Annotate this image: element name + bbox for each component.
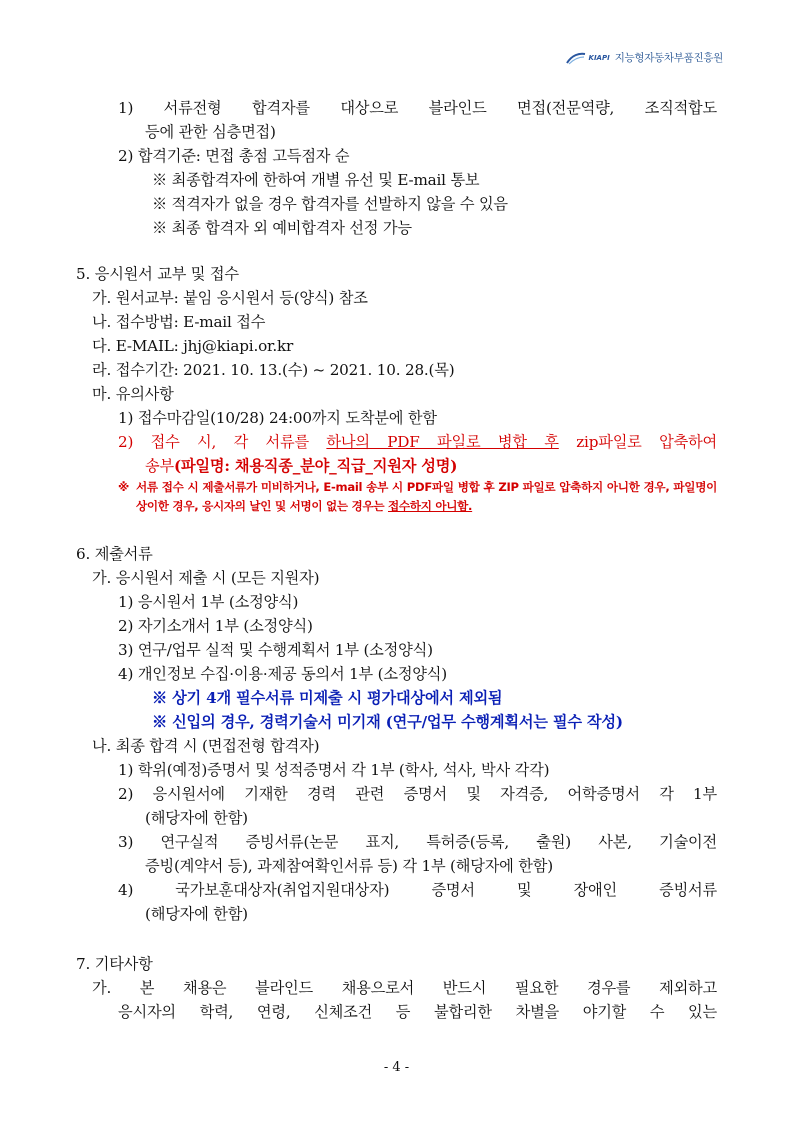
section-5-title: 5. 응시원서 교부 및 접수 — [76, 265, 239, 283]
doc-research-proof: 3) 연구실적 증빙서류(논문 표지, 특허증(등록, 출원) 사본, 기술이전 — [118, 833, 717, 851]
note-no-qualified: ※ 적격자가 없을 경우 합격자를 선발하지 않을 수 있음 — [152, 195, 508, 213]
item-file-merge-cont: 송부(파일명: 채용직종_분야_직급_지원자 성명) — [145, 457, 458, 475]
doc-career-cert: 2) 응시원서에 기재한 경력 관련 증명서 및 자격증, 어학증명서 각 1부 — [118, 785, 717, 803]
item-deadline: 1) 접수마감일(10/28) 24:00까지 도착분에 한함 — [118, 409, 437, 427]
org-name: 지능형자동차부품진흥원 — [614, 52, 723, 64]
item-submission-method: 나. 접수방법: E-mail 접수 — [92, 313, 266, 331]
item-notes: 마. 유의사항 — [92, 385, 174, 403]
item-email: 다. E-MAIL: jhj@kiapi.or.kr — [92, 337, 294, 355]
note-final-notify: ※ 최종합격자에 한하여 개별 유선 및 E-mail 통보 — [152, 171, 480, 189]
note-reserve: ※ 최종 합격자 외 예비합격자 선정 가능 — [152, 219, 412, 237]
warning-mark: ※ — [118, 480, 129, 494]
item-final-docs: 나. 최종 합격 시 (면접전형 합격자) — [92, 737, 320, 755]
item-period: 라. 접수기간: 2021. 10. 13.(수) ~ 2021. 10. 28.(목) — [92, 361, 455, 379]
note-new-hire: ※ 신입의 경우, 경력기술서 미기재 (연구/업무 수행계획서는 필수 작성) — [152, 713, 623, 731]
doc-veteran-cert: 4) 국가보훈대상자(취업지원대상자) 증명서 및 장애인 증빙서류 — [118, 881, 717, 899]
doc-privacy-consent: 4) 개인정보 수집·이용·제공 동의서 1부 (소정양식) — [118, 665, 447, 683]
item-file-merge: 2) 접수 시, 각 서류를 하나의 PDF 파일로 병합 후 zip파일로 압축하여 — [118, 433, 717, 451]
paragraph-interview-1-cont: 등에 관한 심층면접) — [145, 123, 276, 141]
doc-self-intro: 2) 자기소개서 1부 (소정양식) — [118, 617, 313, 635]
doc-application: 1) 응시원서 1부 (소정양식) — [118, 593, 299, 611]
kiapi-swoosh-icon — [566, 51, 586, 65]
document-body — [0, 96, 793, 1024]
note-required-docs: ※ 상기 4개 필수서류 미제출 시 평가대상에서 제외됨 — [152, 689, 503, 707]
item-application-docs: 가. 응시원서 제출 시 (모든 지원자) — [92, 569, 320, 587]
doc-veteran-cert-cont: (해당자에 한함) — [145, 905, 248, 923]
logo-kiapi-text: KIAPI — [588, 53, 610, 62]
doc-research-plan: 3) 연구/업무 실적 및 수행계획서 1부 (소정양식) — [118, 641, 433, 659]
doc-degree-cert: 1) 학위(예정)증명서 및 성적증명서 각 1부 (학사, 석사, 박사 각각) — [118, 761, 550, 779]
item-form-distribution: 가. 원서교부: 붙임 응시원서 등(양식) 참조 — [92, 289, 368, 307]
paragraph-pass-criteria: 2) 합격기준: 면접 총점 고득점자 순 — [118, 147, 350, 165]
doc-career-cert-cont: (해당자에 한함) — [145, 809, 248, 827]
header-logo — [566, 50, 723, 65]
section-6-title: 6. 제출서류 — [76, 545, 153, 563]
item-blind-hiring: 가. 본 채용은 블라인드 채용으로서 반드시 필요한 경우를 제외하고 — [92, 979, 717, 997]
section-7-title: 7. 기타사항 — [76, 955, 153, 973]
doc-research-proof-cont: 증빙(계약서 등), 과제참여확인서류 등) 각 1부 (해당자에 한함) — [145, 857, 553, 875]
page-number: - 4 - — [383, 1060, 410, 1075]
item-blind-hiring-cont: 응시자의 학력, 연령, 신체조건 등 불합리한 차별을 야기할 수 있는 — [118, 1003, 717, 1021]
warning-rejection: ※ 서류 접수 시 제출서류가 미비하거나, E-mail 송부 시 PDF파일 병합 후 ZIP 파일로 압축하지 아니한 경우, 파일명이 상이한 경우, 응시자의 날인 및 서명이 없는 경우는 접수하지 아니함. — [118, 480, 717, 513]
paragraph-interview-1: 1) 서류전형 합격자를 대상으로 블라인드 면접(전문역량, 조직적합도 — [118, 99, 717, 117]
